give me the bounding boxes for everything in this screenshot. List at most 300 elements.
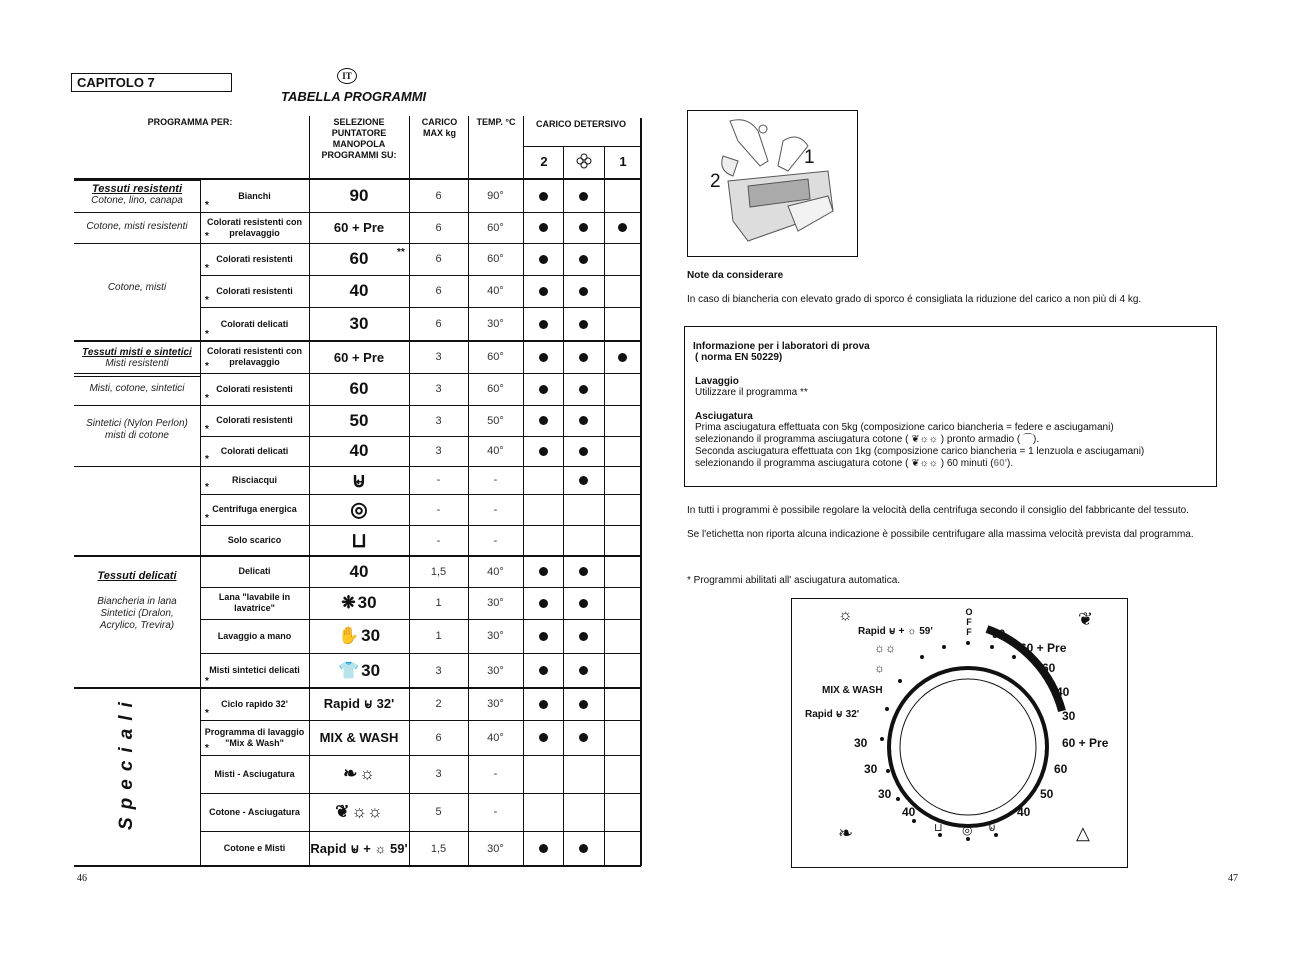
table-row-temp: 60° bbox=[487, 221, 504, 234]
table-row-load: 3 bbox=[435, 664, 442, 677]
auto-dry-star: * bbox=[205, 424, 209, 435]
dry-line-4a: selezionando il programma asciugatura cotone ( bbox=[695, 458, 909, 469]
table-row-det-2-dot bbox=[523, 180, 563, 212]
table-row-det-flower-dot bbox=[563, 619, 604, 653]
table-row-temp: - bbox=[493, 768, 498, 780]
drawer-label-2: 2 bbox=[710, 171, 721, 192]
fabric-title: Tessuti misti e sintetici bbox=[82, 347, 192, 358]
table-row-det-2-dot bbox=[523, 307, 563, 341]
table-row-det-2-dot bbox=[523, 653, 563, 688]
table-row-program: Solo scarico bbox=[227, 535, 282, 545]
table-row-det-2-dot bbox=[523, 436, 563, 466]
selector-text: 30 bbox=[361, 626, 381, 645]
table-row-det-1-dot bbox=[604, 587, 641, 619]
table-row-load: 1 bbox=[435, 630, 442, 642]
table-row-det-flower-dot bbox=[563, 243, 604, 275]
page-number-left: 46 bbox=[77, 873, 87, 884]
det-2-dot bbox=[539, 599, 548, 608]
dry-line-1: Prima asciugatura effettuata con 5kg (composizione carico biancheria = federe e asciugamani) bbox=[695, 422, 1114, 433]
cotton-dry-icon: ❦☼☼ bbox=[911, 458, 938, 469]
chapter-label: CAPITOLO 7 bbox=[71, 73, 232, 92]
selector-text: 60 bbox=[349, 249, 369, 268]
dial-left-5: Rapid ⊌ 32' bbox=[805, 709, 860, 720]
rinse-icon: ⊌ bbox=[351, 469, 367, 492]
table-row-selector bbox=[309, 653, 409, 688]
table-row-temp: 30° bbox=[487, 630, 504, 642]
table-title: TABELLA PROGRAMMI bbox=[281, 89, 427, 104]
header-carico: CARICO MAX kg bbox=[421, 117, 458, 138]
table-row-selector bbox=[309, 755, 409, 793]
note-text: In caso di biancheria con elevato grado di sporco é consigliata la riduzione del carico a non più di 4 kg. bbox=[687, 294, 1142, 305]
table-row-det-2-dot bbox=[523, 587, 563, 619]
table-row-det-flower-dot bbox=[563, 466, 604, 494]
wool-icon: ❋ bbox=[341, 593, 356, 612]
auto-dry-star: * bbox=[205, 200, 209, 211]
dry-line-2c: ). bbox=[1033, 434, 1040, 445]
selector-text: 40 bbox=[349, 561, 369, 581]
header-selezione: SELEZIONE PUNTATORE MANOPOLA PROGRAMMI SU: bbox=[321, 117, 397, 160]
table-row-program: Misti sintetici delicati bbox=[209, 665, 300, 675]
dial-left-3: ☼ bbox=[874, 661, 885, 675]
table-row-det-2-dot bbox=[523, 793, 563, 831]
table-row-temp: 40° bbox=[487, 445, 504, 457]
table-row-load: 6 bbox=[435, 731, 442, 744]
selector-text: MIX & WASH bbox=[319, 730, 399, 745]
table-row-program: Colorati resistenti bbox=[216, 285, 293, 296]
auto-dry-star: * bbox=[205, 708, 209, 719]
fabric-subtitle: Cotone, lino, canapa bbox=[91, 195, 183, 206]
fabric-group-speciali bbox=[104, 694, 144, 838]
table-row-det-2-dot bbox=[523, 720, 563, 755]
table-row-temp: 50° bbox=[487, 414, 504, 427]
table-row-program: Cotone - Asciugatura bbox=[209, 806, 300, 817]
det-2-dot bbox=[539, 255, 548, 264]
det-flower-dot bbox=[579, 700, 588, 709]
dial-right-2: 60 + Pre bbox=[1020, 641, 1067, 655]
det-flower-dot bbox=[579, 567, 588, 576]
det-1-dot bbox=[618, 353, 627, 362]
flower-icon bbox=[565, 147, 603, 175]
table-row-det-2-dot bbox=[523, 619, 563, 653]
table-row-program: Lana "lavabile in lavatrice" bbox=[218, 592, 291, 613]
table-row-program: Bianchi bbox=[238, 190, 271, 201]
det-1-dot bbox=[618, 223, 627, 232]
table-row-temp: 60° bbox=[487, 383, 504, 395]
table-row-load: 1,5 bbox=[430, 565, 447, 578]
auto-dry-star: * bbox=[205, 482, 209, 493]
table-row-det-1-dot bbox=[604, 720, 641, 755]
table-row-load: 2 bbox=[435, 698, 442, 710]
table-row-program: Colorati resistenti bbox=[216, 253, 293, 264]
table-row-det-1-dot bbox=[604, 341, 641, 373]
table-row-temp: - bbox=[493, 503, 498, 516]
table-row-load: 3 bbox=[435, 414, 442, 427]
table-row-selector bbox=[309, 436, 409, 466]
dial-left-8: 30 bbox=[878, 787, 892, 801]
auto-dry-star: * bbox=[205, 361, 209, 372]
triangle-icon: △ bbox=[1076, 823, 1090, 843]
table-row-det-2-dot bbox=[523, 373, 563, 405]
det-flower-dot bbox=[579, 353, 588, 362]
table-row-det-flower-dot bbox=[563, 180, 604, 212]
table-row-det-flower-dot bbox=[563, 212, 604, 243]
det-flower-dot bbox=[579, 447, 588, 456]
selector-text: 30 bbox=[349, 314, 369, 333]
header-detersivo: CARICO DETERSIVO bbox=[535, 119, 626, 129]
table-row-program: Misti - Asciugatura bbox=[214, 768, 295, 779]
table-row-selector bbox=[309, 307, 409, 341]
cotton-icon: ❦ bbox=[335, 802, 350, 821]
lab-norm: ( norma EN 50229) bbox=[695, 352, 783, 363]
page-number-right: 47 bbox=[1228, 873, 1238, 884]
det-2-dot bbox=[539, 700, 548, 709]
dial-right-4: 40 bbox=[1056, 685, 1070, 699]
auto-dry-star: * bbox=[205, 454, 209, 465]
table-row-det-flower-dot bbox=[563, 525, 604, 556]
drain-icon: ⊔ bbox=[934, 822, 943, 834]
dry-line-2a: selezionando il programma asciugatura cotone ( bbox=[695, 434, 909, 445]
det-flower-dot bbox=[579, 416, 588, 425]
dial-left-1: Rapid ⊌ + ☼ 59' bbox=[858, 626, 933, 637]
table-row-det-1-dot bbox=[604, 405, 641, 436]
dial-right-8: 50 bbox=[1040, 787, 1054, 801]
selector-text: Rapid ⊌ + ☼ 59' bbox=[310, 840, 408, 856]
table-row-program: Delicati bbox=[238, 566, 271, 576]
dial-right-3: 60 bbox=[1042, 661, 1056, 675]
dial-right-5: 30 bbox=[1062, 709, 1076, 723]
table-divider bbox=[523, 146, 641, 147]
selector-text: 60 + Pre bbox=[333, 220, 385, 235]
table-row-program: Cotone e Misti bbox=[223, 843, 286, 853]
dry-line-2 bbox=[695, 434, 1215, 445]
fabric-group-7-title: Tessuti delicati bbox=[97, 570, 177, 582]
table-row-det-flower-dot bbox=[563, 755, 604, 793]
fabric-group-5: Misti, cotone, sintetici bbox=[89, 383, 185, 394]
auto-dry-star: * bbox=[205, 513, 209, 524]
det-2-dot bbox=[539, 567, 548, 576]
group-divider bbox=[74, 405, 200, 406]
dial-right-6: 60 + Pre bbox=[1062, 736, 1109, 750]
det-flower-dot bbox=[579, 385, 588, 394]
wash-text: Utilizzare il programma ** bbox=[695, 387, 808, 398]
det-2-dot bbox=[539, 287, 548, 296]
selector-text: ☼ bbox=[359, 764, 375, 783]
table-row-det-2-dot bbox=[523, 275, 563, 307]
rinse-icon: ⊌ bbox=[988, 822, 997, 834]
table-row-det-2-dot bbox=[523, 341, 563, 373]
selector-text: 50 bbox=[349, 410, 369, 430]
det-2-dot bbox=[539, 632, 548, 641]
table-row-det-flower-dot bbox=[563, 653, 604, 688]
hanger-icon: ⌒ bbox=[1023, 434, 1033, 445]
selector-text: 90 bbox=[349, 186, 369, 205]
auto-dry-star: * bbox=[205, 263, 209, 274]
lab-info-box bbox=[684, 326, 1217, 487]
table-row-selector bbox=[309, 720, 409, 755]
table-row-selector bbox=[309, 556, 409, 587]
det-flower-dot bbox=[579, 255, 588, 264]
table-row-load: 3 bbox=[435, 768, 442, 780]
dry-line-4 bbox=[695, 458, 1013, 469]
table-row-det-1-dot bbox=[604, 755, 641, 793]
table-row-selector bbox=[309, 341, 409, 373]
table-row-det-1-dot bbox=[604, 373, 641, 405]
selector-text: 30 bbox=[357, 593, 377, 612]
table-row-temp: - bbox=[493, 474, 498, 486]
det-2-dot bbox=[539, 192, 548, 201]
auto-dry-star: * bbox=[205, 295, 209, 306]
auto-dry-star: * bbox=[205, 743, 209, 754]
table-row-load: 3 bbox=[435, 351, 442, 363]
table-row-program: Colorati delicati bbox=[220, 445, 289, 456]
table-row-det-1-dot bbox=[604, 793, 641, 831]
table-row-temp: 40° bbox=[487, 565, 504, 578]
table-row-det-1-dot bbox=[604, 212, 641, 243]
det-flower-dot bbox=[579, 223, 588, 232]
table-row-temp: - bbox=[493, 806, 498, 818]
table-row-selector bbox=[309, 793, 409, 831]
det-2-dot bbox=[539, 223, 548, 232]
table-row-load: 6 bbox=[435, 221, 442, 234]
dry-line-4d: ). bbox=[1007, 458, 1014, 469]
table-row-det-1-dot bbox=[604, 436, 641, 466]
det-2-dot bbox=[539, 844, 548, 853]
header-programma: PROGRAMMA PER: bbox=[147, 117, 233, 127]
table-row-load: - bbox=[436, 503, 441, 516]
auto-dry-star: * bbox=[205, 231, 209, 242]
det-flower-dot bbox=[579, 320, 588, 329]
det-flower-dot bbox=[579, 844, 588, 853]
dial-left-4: MIX & WASH bbox=[822, 685, 883, 696]
table-row-load: 6 bbox=[435, 318, 442, 330]
group-divider bbox=[74, 180, 200, 181]
dial-left-2: ☼☼ bbox=[874, 641, 896, 655]
detergent-drawer-figure bbox=[687, 110, 858, 257]
group-divider bbox=[74, 373, 200, 374]
table-row-det-1-dot bbox=[604, 275, 641, 307]
det-2-dot bbox=[539, 353, 548, 362]
table-row-det-1-dot bbox=[604, 243, 641, 275]
det-flower-dot bbox=[579, 599, 588, 608]
spin-text-1: In tutti i programmi è possibile regolare la velocità della centrifuga secondo il consiglio del fabbricante del tessuto. bbox=[687, 505, 1189, 516]
det-2-dot bbox=[539, 416, 548, 425]
det-2-dot bbox=[539, 666, 548, 675]
dry-title: Asciugatura bbox=[695, 411, 753, 422]
table-row-selector bbox=[309, 831, 409, 866]
fabric-group-4 bbox=[74, 347, 200, 370]
leaf-icon: ❧ bbox=[343, 764, 358, 783]
table-row-program: Centrifuga energica bbox=[212, 504, 297, 514]
selector-text: 60 + Pre bbox=[333, 349, 385, 365]
dry-line-2b: ) pronto armadio ( bbox=[940, 434, 1021, 445]
dial-left-9: 40 bbox=[902, 805, 916, 819]
table-row-det-flower-dot bbox=[563, 494, 604, 525]
det-2-dot bbox=[539, 447, 548, 456]
lab-title: Informazione per i laboratori di prova bbox=[693, 341, 870, 352]
speciali-label: Speciali bbox=[116, 694, 137, 830]
table-row-temp: - bbox=[493, 534, 498, 547]
table-row-selector bbox=[309, 688, 409, 720]
cotton-dry-icon: ❦☼☼ bbox=[911, 434, 938, 445]
fabric-group-3: Cotone, misti bbox=[107, 282, 167, 293]
table-row-load: 5 bbox=[435, 806, 442, 818]
table-row-det-2-dot bbox=[523, 556, 563, 587]
table-row-load: 6 bbox=[435, 253, 442, 265]
table-row-det-2-dot bbox=[523, 525, 563, 556]
table-row-load: 1,5 bbox=[430, 842, 447, 855]
table-row-program: Colorati resistenti con prelavaggio bbox=[206, 346, 303, 367]
det-2-dot bbox=[539, 320, 548, 329]
table-row-det-1-dot bbox=[604, 494, 641, 525]
cotton-icon: ❦ bbox=[1078, 609, 1094, 629]
fabric-group-6: Sintetici (Nylon Perlon) misti di cotone bbox=[86, 418, 188, 441]
table-row-program: Colorati resistenti con prelavaggio bbox=[206, 216, 303, 238]
table-row-selector bbox=[309, 587, 409, 619]
note-title: Note da considerare bbox=[687, 270, 784, 281]
footnote: * Programmi abilitati all' asciugatura automatica. bbox=[687, 575, 901, 586]
dial-right-1: 90 bbox=[992, 627, 1006, 641]
table-row-det-flower-dot bbox=[563, 587, 604, 619]
table-row-program: Colorati delicati bbox=[220, 318, 289, 329]
sun-icon: ☼ bbox=[838, 607, 853, 624]
dial-right-9: 40 bbox=[1017, 805, 1031, 819]
fabric-title: Tessuti resistenti bbox=[91, 183, 183, 195]
table-row-det-1-dot bbox=[604, 466, 641, 494]
table-row-load: 6 bbox=[435, 285, 442, 297]
table-row-det-2-dot bbox=[523, 212, 563, 243]
table-row-det-2-dot bbox=[523, 688, 563, 720]
group-divider bbox=[74, 212, 200, 213]
table-row-selector bbox=[309, 619, 409, 653]
language-badge: IT bbox=[337, 68, 357, 84]
auto-dry-star: * bbox=[205, 393, 209, 404]
selector-text: 30 bbox=[361, 660, 381, 680]
table-divider bbox=[200, 180, 201, 866]
table-row-det-2-dot bbox=[523, 243, 563, 275]
fabric-group-2: Cotone, misti resistenti bbox=[86, 221, 188, 232]
table-row-det-flower-dot bbox=[563, 556, 604, 587]
table-row-load: 3 bbox=[435, 383, 442, 395]
dial-left-6: 30 bbox=[854, 736, 868, 750]
table-row-det-1-dot bbox=[604, 180, 641, 212]
table-row-det-2-dot bbox=[523, 494, 563, 525]
table-row-det-1-dot bbox=[604, 688, 641, 720]
dry-line-4c: 60' bbox=[993, 458, 1008, 469]
table-row-selector bbox=[309, 275, 409, 307]
table-row-selector bbox=[309, 243, 409, 275]
table-row-load: - bbox=[436, 474, 441, 486]
group-divider bbox=[74, 466, 200, 467]
spin-icon: ◎ bbox=[350, 499, 368, 521]
selector-text: Rapid ⊌ 32' bbox=[323, 696, 395, 711]
dial-off: OFF bbox=[965, 607, 973, 637]
table-row-temp: 60° bbox=[487, 253, 504, 265]
spin-text-2: Se l'etichetta non riporta alcuna indicazione è possibile centrifugare alla massima velocità prevista dal programma. bbox=[687, 529, 1194, 540]
dial-right-7: 60 bbox=[1054, 762, 1068, 776]
wash-title: Lavaggio bbox=[695, 376, 739, 387]
table-row-det-1-dot bbox=[604, 307, 641, 341]
shirt-icon: 👕 bbox=[337, 660, 360, 680]
header-temp: TEMP. °C bbox=[476, 117, 516, 127]
table-row-program: Programma di lavaggio "Mix & Wash" bbox=[204, 726, 305, 748]
lab-program-mark: ** bbox=[397, 247, 405, 258]
det-flower-dot bbox=[579, 287, 588, 296]
auto-dry-star: * bbox=[205, 676, 209, 687]
group-divider bbox=[74, 376, 200, 377]
fabric-group-7: Biancheria in lana Sintetici (Dralon, Acrylico, Trevira) bbox=[97, 596, 177, 631]
table-row-det-1-dot bbox=[604, 653, 641, 688]
dial-left-7: 30 bbox=[864, 762, 878, 776]
table-row-load: - bbox=[436, 534, 441, 547]
table-row-temp: 30° bbox=[487, 318, 504, 330]
table-row-det-1-dot bbox=[604, 525, 641, 556]
selector-text: 40 bbox=[349, 281, 369, 300]
table-row-det-2-dot bbox=[523, 755, 563, 793]
table-row-temp: 90° bbox=[487, 190, 504, 202]
table-row-det-flower-dot bbox=[563, 688, 604, 720]
det-col-1: 1 bbox=[619, 153, 627, 169]
leaf-icon: ❧ bbox=[838, 823, 854, 843]
table-row-det-2-dot bbox=[523, 466, 563, 494]
table-row-program: Colorati resistenti bbox=[216, 383, 293, 394]
det-2-dot bbox=[539, 385, 548, 394]
program-dial-figure bbox=[791, 598, 1128, 868]
det-2-dot bbox=[539, 733, 548, 742]
table-row-temp: 40° bbox=[487, 285, 504, 297]
table-row-selector bbox=[309, 373, 409, 405]
det-flower-dot bbox=[579, 632, 588, 641]
table-row-program: Ciclo rapido 32' bbox=[221, 698, 288, 709]
selector-text: ☼☼ bbox=[351, 802, 383, 821]
table-row-load: 3 bbox=[435, 445, 442, 457]
table-row-temp: 60° bbox=[487, 351, 504, 363]
table-row-det-flower-dot bbox=[563, 793, 604, 831]
drawer-label-1: 1 bbox=[804, 147, 815, 168]
table-row-temp: 30° bbox=[487, 698, 504, 710]
dry-line-4b: ) 60 minuti ( bbox=[940, 458, 994, 469]
det-flower-dot bbox=[579, 666, 588, 675]
table-row-det-flower-dot bbox=[563, 405, 604, 436]
table-row-temp: 30° bbox=[487, 597, 504, 609]
table-row-load: 6 bbox=[435, 190, 442, 202]
table-row-det-2-dot bbox=[523, 831, 563, 866]
det-flower-dot bbox=[579, 192, 588, 201]
table-row-det-flower-dot bbox=[563, 275, 604, 307]
table-row-det-flower-dot bbox=[563, 831, 604, 866]
table-row-load: 1 bbox=[435, 597, 442, 609]
table-row-det-flower-dot bbox=[563, 373, 604, 405]
table-row-det-flower-dot bbox=[563, 307, 604, 341]
table-row-selector bbox=[309, 212, 409, 243]
spin-icon: ◎ bbox=[962, 823, 973, 837]
table-row-det-flower-dot bbox=[563, 436, 604, 466]
auto-dry-star: * bbox=[205, 329, 209, 340]
det-col-2: 2 bbox=[540, 153, 548, 169]
table-row-temp: 40° bbox=[487, 731, 504, 744]
table-row-det-1-dot bbox=[604, 619, 641, 653]
table-row-selector bbox=[309, 405, 409, 436]
det-flower-dot bbox=[579, 733, 588, 742]
drain-icon: ⊔ bbox=[351, 530, 367, 552]
selector-text: 60 bbox=[349, 379, 369, 398]
det-flower-dot bbox=[579, 476, 588, 485]
table-row-det-1-dot bbox=[604, 831, 641, 866]
table-row-program: Colorati resistenti bbox=[216, 415, 293, 425]
table-row-selector bbox=[309, 180, 409, 212]
selector-text: 40 bbox=[349, 441, 369, 460]
table-row-temp: 30° bbox=[487, 842, 504, 855]
table-row-det-2-dot bbox=[523, 405, 563, 436]
